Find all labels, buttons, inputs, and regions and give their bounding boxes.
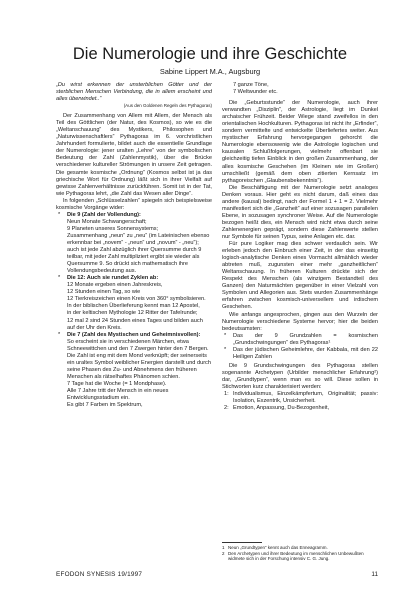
footnote [222, 551, 378, 562]
archetype-text: Individualismus, Einzelkämpfertum, Originalität; passiv: Isolation, Exzentrik, Unsicherheit. [233, 391, 378, 405]
block-line: 12 mal 2 sind 24 Stunden eines Tages und bilden auch auf der Uhr den Kreis. [67, 317, 203, 331]
body-paragraph: Die „Geburtsstunde“ der Numerologie, auch ihrer verwandten „Disziplin“, der Astrologie, liegt im Dunkel archaischer Frühzeit. Beider Wiege stand zweifellos in den orientalischen Hochkulturen. Pythagoras ist nicht ihr „Erfinder“, sondern vermittelte und entwickelte Überliefertes weiter. Aus mystischer Erfahrung hervorgegangen gehorcht die Numerologie ebensowenig wie die Astrologie logischen und kausalen Schlußfolgerungen, vielmehr offenbart sie gleichzeitig tiefen Einblick in den großen Zusammenhang, der alles kosmische Geschehen (im Kleinen wie im Großen) umschließt (gemäß dem oben zitierten Kernsatz im pythagoreischen „Glaubensbekenntnis“). [222, 100, 378, 184]
block-line: Die Zahl ist eng mit dem Mond verknüpft; der seinerseits ein uraltes Symbol weiblicher Energien darstellt und durch seine Phasen des Zu- und Abnehmens den früheren Menschen als rätselhaftes Phänomen schien. [67, 352, 211, 380]
number-block-9 [56, 212, 212, 275]
body-paragraph: Die 9 Grundschwingungen des Pythagoras stellen sogenannte Archetypen (Urbilder menschlicher Erfahrung²) dar, „Grundtypen“, wenn man es so will. Diese sollen in Stichworten kurz charakterisiert werden: [222, 362, 378, 390]
footnote-divider [222, 542, 262, 543]
body-paragraph: Wie anfangs angesprochen, gingen aus den Wurzeln der Numerologie verschiedene Systeme hervor; hier die beiden bedeutsamsten: [222, 311, 378, 332]
epigraph-quote: „Du wirst erkennen der unsterblichen Götter und der sterblichen Menschen Verbindung, die in allem erscheint und alles überwindet..“ [56, 82, 212, 103]
block-line: in der keltischen Mythologie 12 Ritter der Tafelrunde; [67, 310, 198, 317]
block-line: Zusammenhang „neun“ zu „neu“ (im Lateinischen ebenso erkennbar bei „novem“ - „neun“ und „novum“ - „neu“); [67, 232, 210, 246]
block-line: Es gibt 7 Farben im Spektrum, [67, 402, 143, 409]
system-item [222, 333, 378, 347]
footnote-text: Neun „Grundtypen“ kennt auch das Enneagramm. [228, 545, 328, 550]
block-heading: Die 9 (Zahl der Vollendung): [67, 211, 141, 218]
epigraph-source: (Aus den Goldenen Regeln des Pythagoras) [123, 103, 212, 109]
block-line: 7 Tage hat die Woche (= 1 Mondphase). [67, 380, 167, 387]
archetype-number: 1: [224, 391, 229, 398]
body-paragraph: Für pure Logiker mag dies schwer verdaulich sein. Wir erleben jedoch den Einbruch einer Zeit, in der das einseitig logisch-analytische Denken eines Vormacht allmählich wieder abtreten muß, zugunsten einer mehr „ganzheitlichen“ Weltanschauung. In früheren Kulturen drückte sich der Respekt des Menschen (als winzigem Bestandteil des Ganzen) den Naturmächten gegenüber in einer Vielzahl von Symbolen und Allegorien aus. Stets wurden Zusammenhänge erfahren zwischen kosmisch-universellem und irdischem Geschehen. [222, 241, 378, 311]
bullet-asterisk: * [224, 332, 227, 339]
block-line: 12 Monate ergeben einen Jahreskreis, [67, 282, 163, 289]
system-text: Das der jüdischen Geheimlehre, der Kabbala, mit den 22 Heiligen Zahlen [233, 346, 378, 360]
footnote-number: 2 [222, 550, 225, 556]
archetype-item [222, 405, 378, 412]
left-column [56, 82, 212, 537]
continuation-text: 7 ganze Töne, 7 Weltwunder etc. [233, 82, 278, 96]
footnotes [222, 545, 378, 562]
right-column [222, 82, 378, 537]
block-line: auch ist jede Zahl abzüglich ihrer Quersumme durch 9 teilbar, mit jeder Zahl multipliziert ergibt sie wieder als Quersumme 9. So drückt sich mathematisch ihre Vollendungsbedeutung aus. [67, 247, 202, 275]
block-line: 12 Tierkreiszeichen einen Kreis von 360° symbolisieren. [67, 296, 206, 303]
bullet-asterisk: * [58, 275, 61, 282]
intro-paragraph: Der Zusammenhang von Allem mit Allem, der Mensch als Teil des Göttlichen (der Natur, des Kosmos), so wie es die „Weltanschauung“ des Mystikers, Philosophen und „Naturwissenschaftlers“ Pythagoras im 6. vorchristlichen Jahrhundert formulierte, bildet auch die essentielle Grundlage der Numerologie: jener uralten „Lehre“ von der symbolischen Bedeutung der Zahl (Zahlenmystik), über die Brücke verschiedener kultureller Strömungen in unsere Zeit getragen. Die gesamte kosmische „Ordnung“ (Kosmos selbst ist ja das griechische Wort für Ordnung) läßt sich in ihrer Vielfalt auf gewisse Zahlenverhältnisse zurückführen. Somit ist in der Tat, wie Pythagoras lehrt, „die Zahl das Wesen aller Dinge“. [56, 113, 212, 197]
archetype-number: 2: [224, 405, 229, 412]
block-line: Neun Monate Schwangerschaft; [67, 218, 147, 225]
publication-name: EFODON SYNESIS 19/1997 [56, 571, 143, 578]
page-number: 11 [371, 571, 378, 578]
bullet-asterisk: * [58, 331, 61, 338]
body-paragraph: Die Beschäftigung mit der Numerologie setzt analoges Denken voraus. Hier geht es nicht darum, daß eines das andere (kausal) bedingt, nach der Formel 1 + 1 = 2. Vielmehr manifestiert sich die „Ganzheit“ auf einer sozusagen parallelen Ebene, in sozusagen synchroner Weise. Auf die Numerologie bezogen heißt dies, ein Mensch wird nicht etwa durch seine Zahlenenergien geprägt, sondern diese Zahlenwerte stellen nur Symbole für seinen Typus, seine Anlagen etc. dar. [222, 184, 378, 240]
system-text: Das der 9 Grundzahlen = kosmischen „Grundschwingungen“ des Pythagoras¹ [233, 332, 378, 346]
archetype-text: Emotion, Anpassung, Du-Bezogenheit, [233, 405, 330, 412]
system-item [222, 347, 378, 361]
bullet-asterisk: * [224, 346, 227, 353]
block-line: 9 Planeten unseres Sonnensystems; [67, 225, 159, 232]
block-heading: Die 7 (Zahl des Mystischen und Geheimnisvollen): [67, 331, 201, 338]
block-line: Alle 7 Jahre tritt der Mensch in ein neues Entwicklungsstadium ein. [67, 387, 169, 402]
footnote-text: Den Archetypen und ihrer Bedeutung im menschlichen Unbewußten widmete sich in der Forschung intensiv C. G. Jung. [228, 550, 364, 562]
intro-paragraph: In folgenden „Schlüsselzahlen“ spiegeln sich beispielsweise kosmische Vorgänge wider: [56, 197, 212, 211]
block-line: 12 Stunden einen Tag, so wie [67, 289, 141, 296]
bullet-asterisk: * [58, 211, 61, 218]
number-block-12 [56, 275, 212, 331]
article-title: Die Numerologie und ihre Geschichte [72, 45, 348, 63]
number-block-7 [56, 332, 212, 410]
block-line: In der biblischen Überlieferung kennt man 12 Apostel, [67, 303, 200, 310]
continuation-lines [222, 82, 378, 96]
archetype-item [222, 391, 378, 405]
block-heading: Die 12: Auch sie rundet Zyklen ab: [67, 275, 159, 282]
article-author: Sabine Lippert M.A., Augsburg [159, 67, 261, 76]
footnote-number: 1 [222, 545, 225, 550]
block-line: So erscheint sie in verschiedenen Märchen, etwa Schneewittchen und den 7 Zwergen hinter den 7 Bergen. [67, 338, 209, 352]
